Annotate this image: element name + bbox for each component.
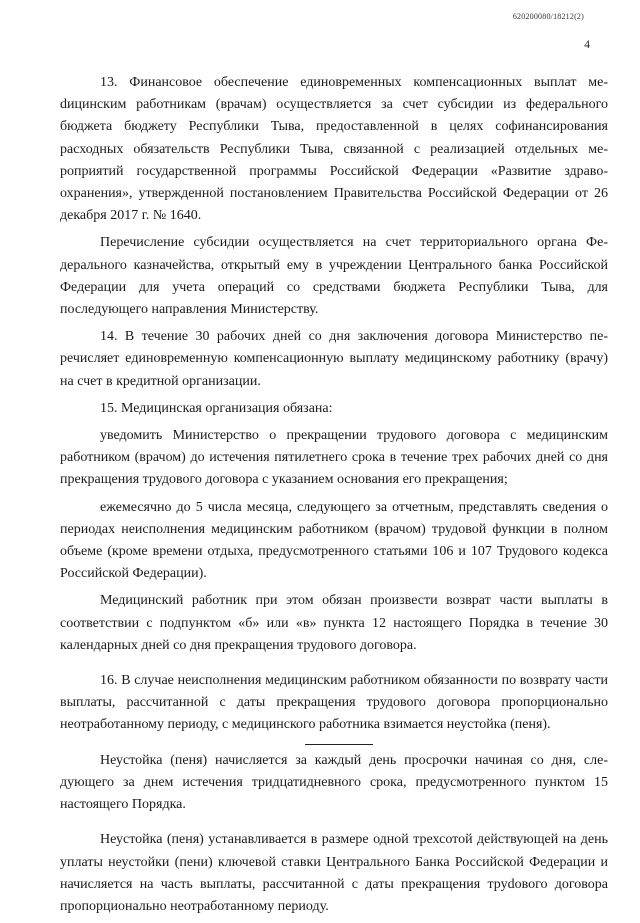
paragraph-14: 14. В течение 30 рабочих дней со дня заключения договора Министерство перечисляет единовременную компенсационную выплату медицинскому работнику (врачу) на счет в кредитной организации. [60,329,608,389]
paragraph-16-accrual: Неустойка (пеня) начисляется за каждый день просрочки начиная со дня, следующего за днем истечения тридцатидневного срока, предусмотренного пунктом 15 настоящего Порядка. [60,752,608,813]
page-number: 4 [584,39,590,51]
paragraph-15-notify: уведомить Министерство о прекращении трудового договора с медицинским работником (врачом) до истечения пятилетнего срока в течение трех рабочих дней со дня прекращения трудового договора с указанием основания его прекращения; [60,428,608,488]
document-code: 620200080/18212(2) [512,12,584,21]
paragraph-16-rate: Неустойка (пеня) устанавливается в размере одной трехсотой действующей на день уплаты неустойки (пени) ключевой ставки Центрального Банка Российской Федерации и начисляется на часть выплаты, рассчитанной с даты прекращения труdового договора пропорционально неотработанному периоду. [60,832,608,914]
paragraph-subsidy-transfer: Перечисление субсидии осуществляется на счет территориального органа Федерального казначейства, открытый ему в учреждении Центрального банка Российской Федерации для учета операций со средствами бюджета Республики Тыва, для последующего направления Министерству. [60,235,608,318]
paragraph-15: 15. Медицинская организация обязана: [100,400,333,416]
closing-rule [305,744,373,745]
paragraph-15-refund: Медицинский работник при этом обязан произвести возврат части выплаты в соответствии с подпунктом «б» или «в» пункта 12 настоящего Порядка в течение 30 календарных дней со дня прекращения трудового договора. [60,593,608,653]
paragraph-16: 16. В случае неисполнения медицинским работником обязанности по возврату части выплаты, рассчитанной с даты прекращения трудового договора пропорционально неотработанному периоду, с медицинского работника взимается неустойка (пеня). [60,673,608,733]
paragraph-13: 13. Финансовое обеспечение единовременных компенсационных выплат меdицинским работникам (врачам) осуществляется за счет субсидии из федерального бюджета бюджету Республики Тыва, предоставленной в целях софинансирования расходных обязательств Республики Тыва, связанной с реализацией отдельных мероприятий государственной программы Российской Федерации «Развитие здравоохранения», утвержденной постановлением Правительства Российской Федерации от 26 декабря 2017 г. № 1640. [60,75,608,224]
document-body [60,72,608,923]
paragraph-15-monthly: ежемесячно до 5 числа месяца, следующего за отчетным, представлять сведения о периодах неисполнения медицинским работником (врачом) трудовой функции в полном объеме (кроме времени отдыха, предусмотренного статьями 106 и 107 Трудового кодекса Российской Федерации). [60,499,608,582]
